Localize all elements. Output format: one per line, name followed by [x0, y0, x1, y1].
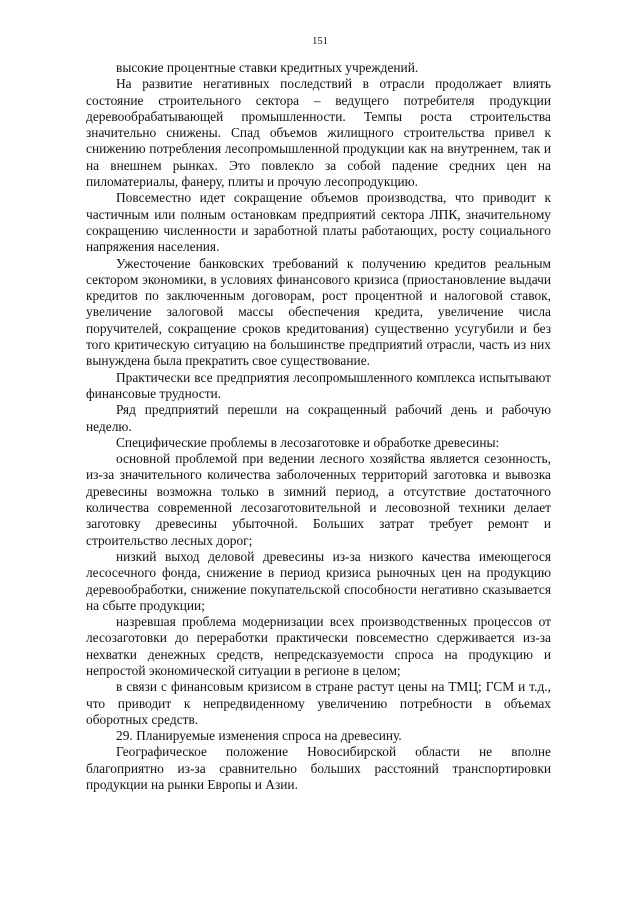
- list-item-rising-prices: в связи с финансовым кризисом в стране растут цены на ТМЦ; ГСМ и т.д., что приводит к непредвиденному увеличению потребности в объемах оборотных средств.: [86, 679, 551, 727]
- section-heading-29: 29. Планируемые изменения спроса на древесину.: [116, 728, 402, 744]
- page-number: 151: [312, 36, 328, 47]
- paragraph-financial-difficulties: Практически все предприятия лесопромышленного комплекса испытывают финансовые трудности.: [86, 369, 551, 401]
- paragraph-geography: Географическое положение Новосибирской области не вполне благоприятно из-за сравнительно больших расстояний транспортировки продукции на рынки Европы и Азии.: [86, 744, 551, 793]
- paragraph-reduced-workweek: Ряд предприятий перешли на сокращенный рабочий день и рабочую неделю.: [86, 402, 551, 434]
- paragraph-bank-requirements: Ужесточение банковских требований к получению кредитов реальным сектором экономики, в условиях финансового кризиса (приостановление выдачи кредитов по заключенным договорам, рост процентной и налоговой ставок, увеличение залоговой массы обеспечения кредита, увеличение числа поручителей, сокращение сроков кредитования) существенно усугубили и без того критическую ситуацию на большинстве предприятий отрасли, часть из них вынуждена была прекратить свое существование.: [86, 255, 551, 369]
- paragraph-continuation: высокие процентные ставки кредитных учреждений.: [116, 60, 419, 75]
- list-item-seasonality: основной проблемой при ведении лесного хозяйства является сезонность, из-за значительного количества заболоченных территорий заготовка и вывозка древесины возможна только в зимний период, а отсутствие достаточного количества современной лесозаготовительной и лесовозной техники делает заготовку древесины убыточной. Больших затрат требует ремонт и строительство лесных дорог;: [86, 451, 551, 548]
- paragraph-construction-sector: На развитие негативных последствий в отрасли продолжает влиять состояние строительного сектора – ведущего потребителя продукции деревообрабатывающей промышленности. Темпы роста строительства значительно снижены. Спад объемов жилищного строительства привел к снижению потребления лесопромышленной продукции как на внутреннем, так и на внешнем рынках. Это повлекло за собой падение средних цен на пиломатериалы, фанеру, плиты и прочую лесопродукцию.: [86, 76, 551, 190]
- list-item-low-yield: низкий выход деловой древесины из-за низкого качества имеющегося лесосечного фонда, снижение в период кризиса рыночных цен на продукцию деревообработки, снижение покупательской способности негативно сказывается на сбыте продукции;: [86, 548, 551, 613]
- list-item-modernization: назревшая проблема модернизации всех производственных процессов от лесозаготовки до переработки практически повсеместно сдерживается из-за нехватки денежных средств, непредсказуемости спроса на продукцию и непростой экономической ситуации в регионе в целом;: [86, 614, 551, 678]
- paragraph-specific-problems-heading: Специфические проблемы в лесозаготовке и обработке древесины:: [116, 434, 500, 450]
- document-body: [86, 60, 551, 793]
- paragraph-production-decline: Повсеместно идет сокращение объемов производства, что приводит к частичным или полным остановкам предприятий сектора ЛПК, значительному сокращению численности и заработной платы работающих, росту социального напряжения населения.: [86, 190, 551, 255]
